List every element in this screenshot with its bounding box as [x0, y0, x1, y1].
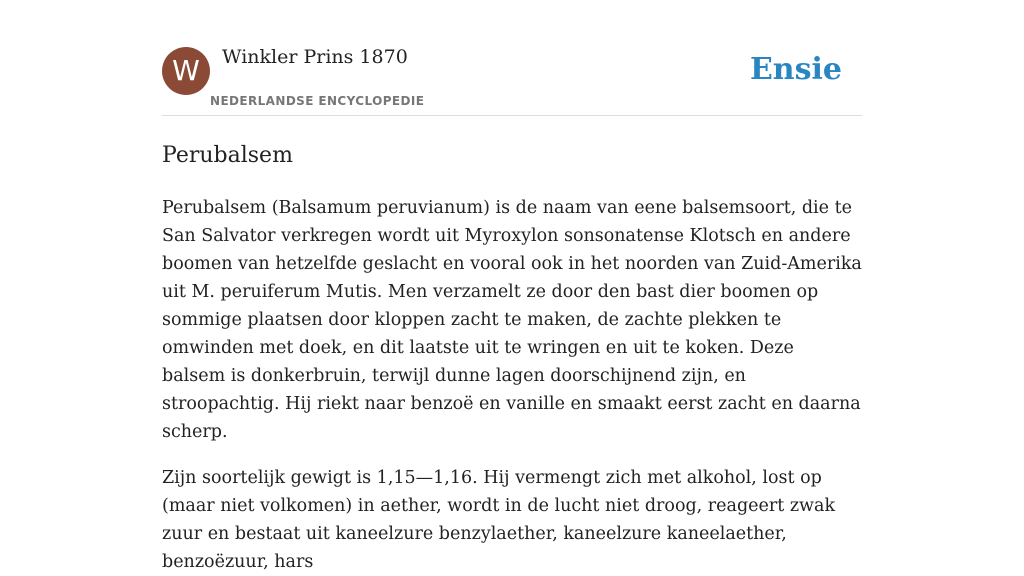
- article-page: [162, 0, 862, 576]
- header: [162, 0, 862, 116]
- source-subtitle: NEDERLANDSE ENCYCLOPEDIE: [210, 94, 425, 108]
- source-title[interactable]: Winkler Prins 1870: [222, 46, 408, 68]
- source-avatar[interactable]: W: [162, 47, 210, 95]
- article-title: Perubalsem: [162, 143, 293, 168]
- article-paragraph-1: Perubalsem (Balsamum peruvianum) is de naam van eene balsemsoort, die te San Salvator verkregen wordt uit Myroxylon sonsonatense Klotsch en andere boomen van hetzelfde geslacht en vooral ook in het noorden van Zuid-Amerika uit M. peruiferum Mutis. Men verzamelt ze door den bast dier boomen op sommige plaatsen door kloppen zacht te maken, de zachte plekken te omwinden met doek, en dit laatste uit te wringen en uit te koken. Deze balsem is donkerbruin, terwijl dunne lagen doorschijnend zijn, en stroopachtig. Hij riekt naar benzoë en vanille en smaakt eerst zacht en daarna scherp.: [162, 198, 862, 442]
- ensie-logo-link[interactable]: Ensie: [749, 52, 842, 87]
- article-paragraph-2: Zijn soortelijk gewigt is 1,15—1,16. Hij vermengt zich met alkohol, lost op (maar niet volkomen) in aether, wordt in de lucht niet droog, reageert zwak zuur en bestaat uit kaneelzure benzylaether, kaneelzure kaneelaether, benzoëzuur, hars: [162, 468, 836, 572]
